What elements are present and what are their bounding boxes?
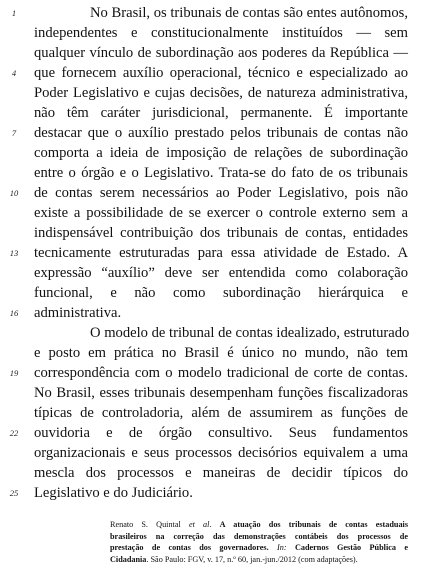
citation-et-al: et al (188, 520, 210, 529)
text-line: organizacionais e seus processos decisórios equivalem a uma (34, 445, 408, 461)
text-line: expressão “auxílio” deve ser entendida como colaboração (34, 265, 408, 281)
text-line: Poder Legislativo e cujas decisões, de natureza administrativa, (34, 85, 408, 101)
text-line: No Brasil, esses tribunais desempenham funções fiscalizadoras (34, 385, 408, 401)
text-line: comporta a ideia de imposição de relações de subordinação (34, 145, 408, 161)
text-line: e posto em prática no Brasil é único no mundo, não tem (34, 345, 408, 361)
line-number: 16 (9, 308, 19, 318)
text-line: No Brasil, os tribunais de contas são entes autônomos, (90, 5, 408, 21)
text-line: destacar que o auxílio prestado pelos tribunais de contas não (34, 125, 408, 141)
text-line: Legislativo e do Judiciário. (34, 485, 193, 501)
line-number: 10 (9, 188, 19, 198)
line-number: 19 (9, 368, 19, 378)
text-line: não têm caráter jurisdicional, permanente. É importante (34, 105, 408, 121)
text-line: existe a possibilidade de se exercer o controle externo sem a (34, 205, 408, 221)
text-line: mescla dos processos e maneiras de decidir típicos do (34, 465, 408, 481)
text-line: funcional, e não como subordinação hierárquica e (34, 285, 408, 301)
text-line: entre o órgão e o Legislativo. Trata-se do fato de os tribunais (34, 165, 408, 181)
line-number: 4 (11, 68, 17, 78)
text-line: tecnicamente estruturadas para essa atividade de Estado. A (34, 245, 408, 261)
line-number: 7 (11, 128, 17, 138)
text-line: correspondência com o modelo tradicional de corte de contas. (34, 365, 408, 381)
text-line: ouvidoria e de órgão consultivo. Seus fundamentos (34, 425, 408, 441)
line-number: 1 (11, 8, 17, 18)
text-line: qualquer vínculo de subordinação aos poderes da República — (34, 45, 408, 61)
citation-line: Renato S. Quintal et al. A atuação dos tribunais de contas estaduais (110, 520, 409, 529)
text-line: O modelo de tribunal de contas idealizado, estruturado (90, 325, 410, 341)
line-number: 13 (9, 248, 19, 258)
source-citation (110, 519, 408, 565)
citation-title: A atuação dos tribunais de contas estaduais (219, 520, 409, 529)
citation-in-label: In: (277, 543, 287, 553)
text-line: típicas de controladoria, além de assumirem as funções de (34, 405, 408, 421)
text-line: independentes e constitucionalmente instituídos — sem (34, 25, 408, 41)
text-line: de contas serem necessários ao Poder Legislativo, pois não (34, 185, 408, 201)
citation-title: prestação de contas dos governadores. (110, 543, 269, 553)
text-line: administrativa. (34, 305, 122, 321)
text-line: que fornecem auxílio operacional, técnico e especializado ao (34, 65, 408, 81)
citation-line (110, 554, 408, 566)
line-number: 22 (9, 428, 19, 438)
citation-author: Renato S. Quintal (110, 520, 181, 529)
citation-journal: Cadernos Gestão Pública e (294, 543, 408, 553)
line-number: 25 (9, 488, 19, 498)
text-line: indispensável contribuição dos tribunais de contas, entidades (34, 225, 408, 241)
citation-line: brasileiros na correção das demonstrações contábeis dos processos de (110, 531, 408, 541)
citation-details: . São Paulo: FGV, v. 17, n.º 60, jan.-jun./2012 (com adaptações). (146, 554, 358, 564)
citation-line (110, 542, 408, 554)
citation-journal: Cidadania (110, 554, 147, 564)
